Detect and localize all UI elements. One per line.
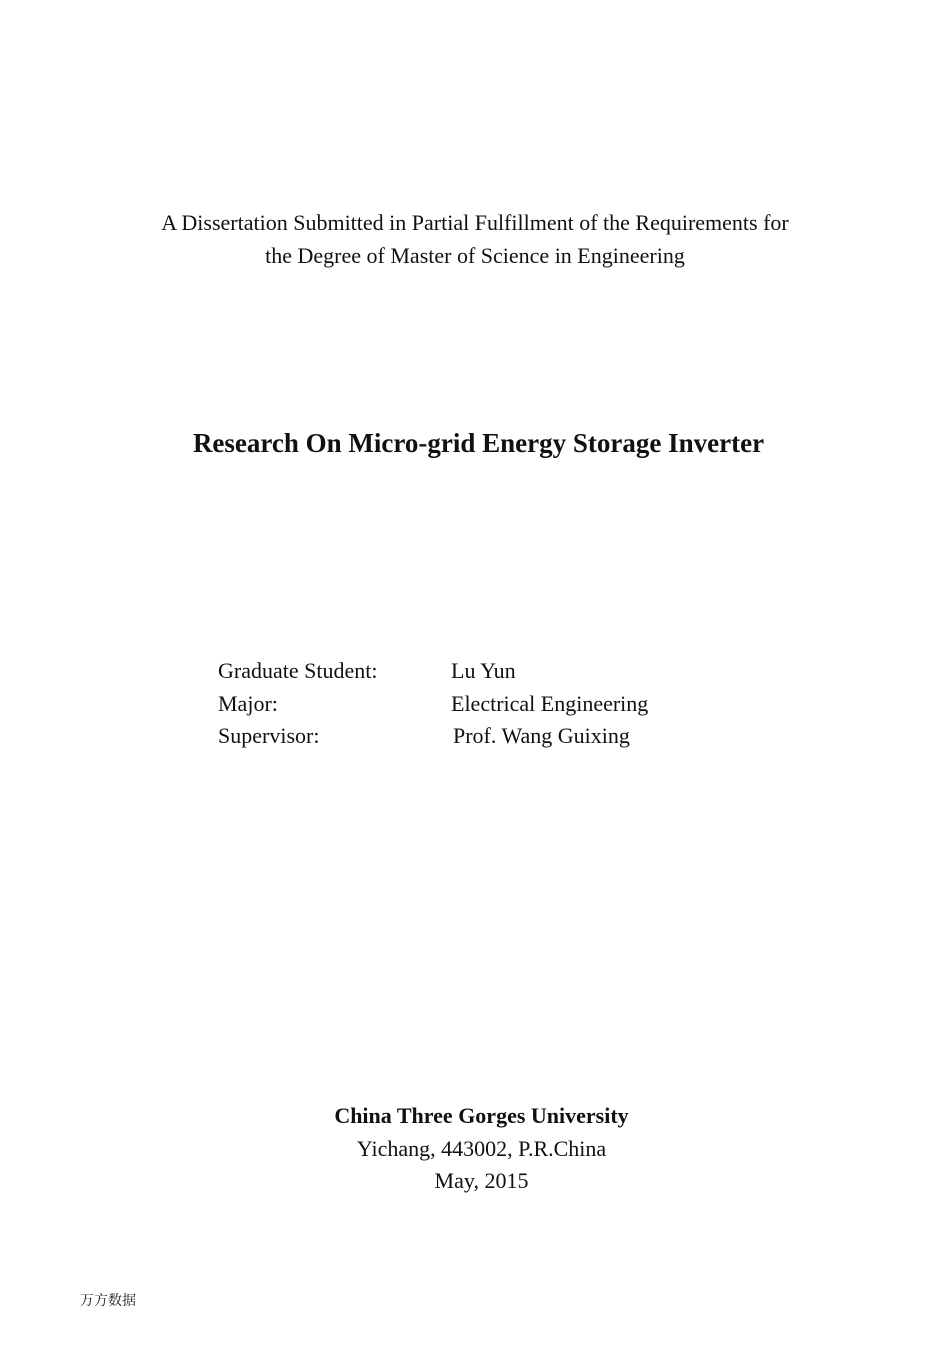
institution-block <box>0 1100 950 1198</box>
major-label: Major: <box>218 690 278 716</box>
supervisor-label: Supervisor: <box>218 723 320 748</box>
info-row-major <box>218 688 648 721</box>
graduate-student-label: Graduate Student: <box>218 658 378 683</box>
info-row-graduate-student <box>218 655 648 688</box>
supervisor-value: Prof. Wang Guixing <box>453 723 630 748</box>
university-name: China Three Gorges University <box>334 1103 629 1128</box>
major-value: Electrical Engineering <box>451 690 649 716</box>
degree-statement <box>0 206 950 272</box>
dissertation-title: Research On Micro-grid Energy Storage Inverter <box>192 428 765 458</box>
graduate-student-value: Lu Yun <box>451 658 516 683</box>
submission-date: May, 2015 <box>434 1168 529 1193</box>
degree-statement-line-1: A Dissertation Submitted in Partial Fulfillment of the Requirements for <box>161 210 789 235</box>
degree-statement-line-2: the Degree of Master of Science in Engineering <box>265 243 685 268</box>
author-info-block <box>218 655 648 753</box>
watermark: 万方数据 <box>80 1294 136 1309</box>
info-row-supervisor <box>218 720 648 753</box>
university-address: Yichang, 443002, P.R.China <box>356 1135 607 1161</box>
